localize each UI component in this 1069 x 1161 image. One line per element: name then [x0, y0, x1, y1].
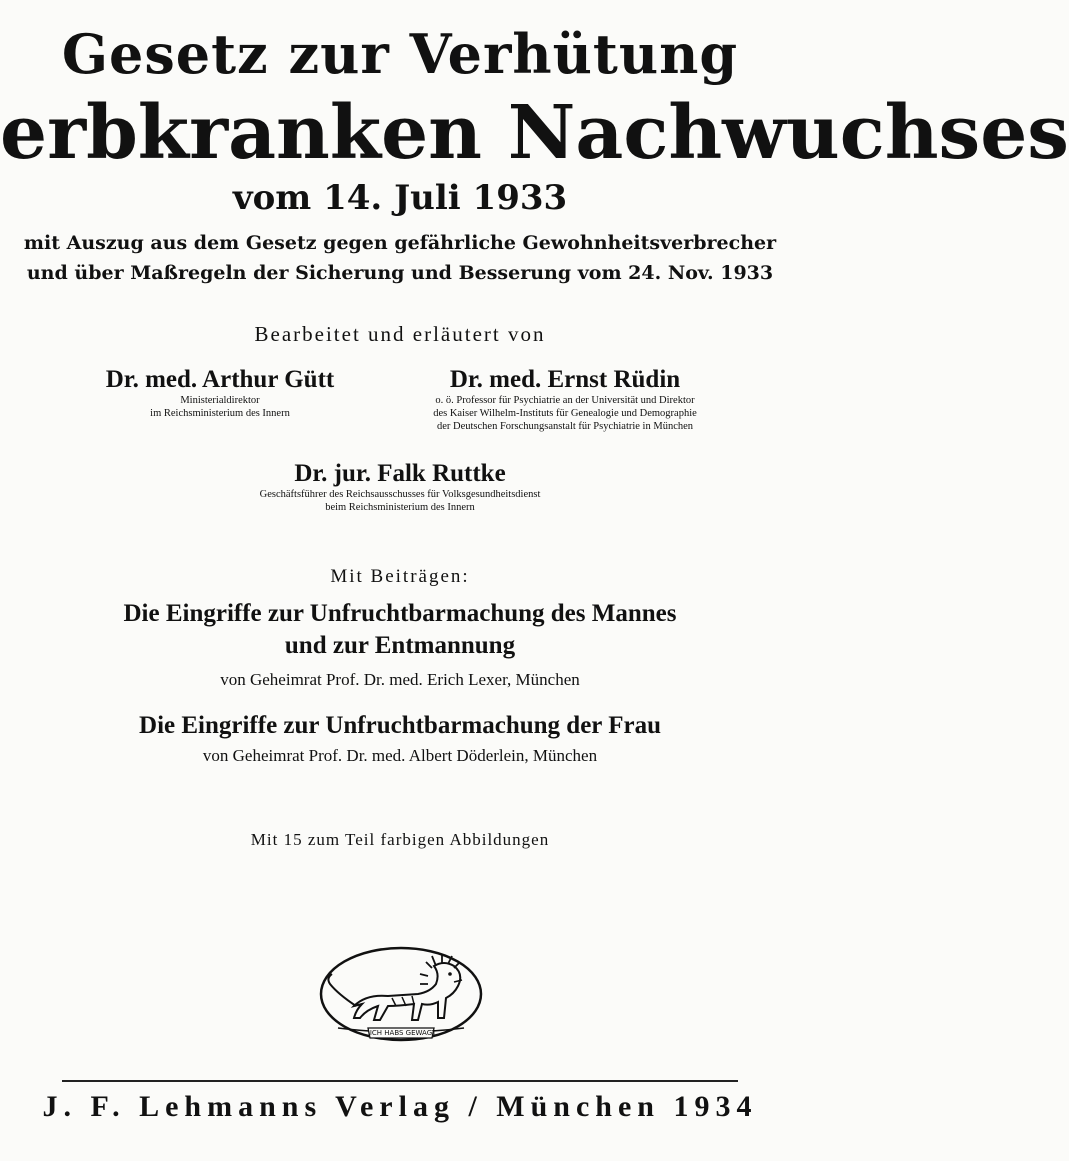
- author-name: Dr. med. Arthur Gütt: [105, 366, 335, 393]
- author-role: im Reichsministerium des Innern: [150, 408, 290, 419]
- illustrations-note: Mit 15 zum Teil farbigen Abbildungen: [250, 830, 550, 849]
- author-role: des Kaiser Wilhelm-Instituts für Genealogie und Demographie: [433, 408, 697, 419]
- contribution-2-title: Die Eingriffe zur Unfruchtbarmachung der Frau: [139, 712, 661, 739]
- contribution-1-title: Die Eingriffe zur Unfruchtbarmachung des Mannes: [123, 600, 677, 627]
- title-line-2: erbkranken Nachwuchses: [0, 90, 1069, 176]
- title-line-1: Gesetz zur Verhütung: [61, 22, 739, 86]
- title-date: vom 14. Juli 1933: [232, 178, 568, 218]
- author-ruttke: [200, 460, 600, 514]
- divider-rule: [62, 1080, 738, 1082]
- edited-by: Bearbeitet und erläutert von: [254, 322, 546, 346]
- author-role: der Deutschen Forschungsanstalt für Psychiatrie in München: [436, 421, 694, 432]
- author-name: Dr. jur. Falk Ruttke: [294, 460, 506, 487]
- author-role: Geschäftsführer des Reichsausschusses für Volksgesundheitsdienst: [259, 489, 541, 500]
- lion-emblem-motto: ICH HABS GEWAGT: [369, 1029, 437, 1037]
- author-ruedin: [380, 366, 750, 433]
- author-role: beim Reichsministerium des Innern: [325, 502, 475, 513]
- author-role: Ministerialdirektor: [180, 395, 260, 406]
- subtitle-line-1: mit Auszug aus dem Gesetz gegen gefährliche Gewohnheitsverbrecher: [23, 232, 777, 254]
- contributions-heading: Mit Beiträgen:: [330, 566, 470, 587]
- author-role: o. ö. Professor für Psychiatrie an der Universität und Direktor: [435, 395, 695, 406]
- contribution-2-author: von Geheimrat Prof. Dr. med. Albert Döderlein, München: [202, 746, 598, 765]
- publisher-imprint: J. F. Lehmanns Verlag / München 1934: [42, 1090, 758, 1123]
- author-name: Dr. med. Ernst Rüdin: [449, 366, 681, 393]
- subtitle-line-2: und über Maßregeln der Sicherung und Besserung vom 24. Nov. 1933: [26, 262, 774, 284]
- author-guett: [70, 366, 370, 420]
- contribution-1-author: von Geheimrat Prof. Dr. med. Erich Lexer, München: [220, 670, 580, 689]
- contribution-1-title: und zur Entmannung: [284, 632, 516, 659]
